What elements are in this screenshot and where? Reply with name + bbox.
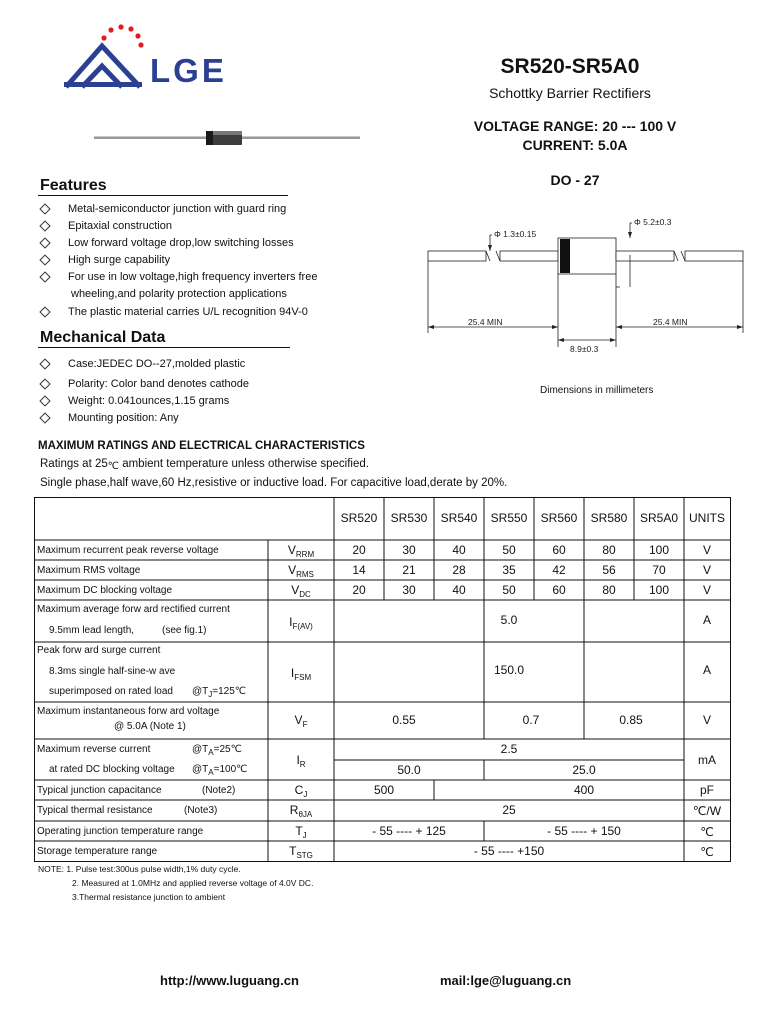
row-label: Operating junction temperature range (37, 826, 204, 837)
unit-cell: ℃ (700, 825, 714, 839)
characteristics-table (34, 497, 731, 862)
table-cell: 25 (502, 803, 516, 817)
table-cell: 400 (573, 783, 595, 797)
row-label: Maximum RMS voltage (37, 565, 141, 576)
table-cell: 150.0 (493, 663, 525, 677)
mechanical-heading: Mechanical Data (40, 329, 166, 346)
row-label: superimposed on rated load (49, 686, 173, 697)
table-cell: 20 (352, 583, 366, 597)
product-subtitle: Schottky Barrier Rectifiers (489, 85, 651, 101)
unit-cell: mA (698, 753, 716, 767)
footer-email-link[interactable]: mail:lge@luguang.cn (440, 973, 572, 988)
list-item: Polarity: Color band denotes cathode (38, 376, 368, 393)
row-symbol: $I_{FSM}$ (290, 666, 312, 682)
row-symbol: $C_J$ (294, 783, 308, 799)
row-symbol: $V_F$ (294, 713, 308, 729)
note-line: 2. Measured at 1.0MHz and applied reverse voltage of 4.0V DC. (72, 878, 314, 888)
diamond-bullet-icon (39, 220, 50, 231)
table-cell: 100 (648, 543, 670, 557)
table-cell: - 55 ---- + 125 (372, 824, 446, 838)
features-list (38, 201, 368, 321)
table-cell: - 55 ---- +150 (473, 844, 545, 858)
unit-cell: A (702, 613, 712, 627)
list-item: The plastic material carries U/L recognition 94V-0 (38, 304, 368, 321)
column-header: SR530 (390, 511, 428, 525)
row-label: Maximum DC blocking voltage (37, 585, 173, 596)
part-number-title: SR520-SR5A0 (500, 55, 640, 78)
table-cell: 5.0 (500, 613, 518, 627)
row-condition: $@T_A=25℃$ (192, 744, 242, 757)
row-label: Maximum average forw ard rectified current (37, 604, 230, 615)
list-item: For use in low voltage,high frequency inverters free (38, 269, 368, 286)
brand-name: LGE (150, 52, 227, 89)
table-cell: 56 (602, 563, 616, 577)
row-symbol: $T_{STG}$ (289, 844, 313, 860)
diamond-bullet-icon (39, 378, 50, 389)
table-cell: 30 (402, 583, 416, 597)
note-line: NOTE: 1. Pulse test:300us pulse width,1% duty cycle. (38, 864, 241, 874)
footer-website-link[interactable]: http://www.luguang.cn (160, 973, 299, 988)
row-label: at rated DC blocking voltage (49, 764, 175, 775)
row-label: 9.5mm lead length, (49, 625, 135, 636)
unit-cell: V (702, 713, 712, 727)
row-symbol: $R_{\theta JA}$ (289, 803, 313, 819)
left-lead-length-label: 25.4 MIN (468, 317, 503, 327)
table-cell: 25.0 (572, 763, 596, 777)
table-cell: 60 (552, 583, 566, 597)
list-item: Metal-semiconductor junction with guard ring (38, 201, 368, 218)
row-symbol: $V_{RMS}$ (288, 563, 314, 579)
column-header: SR540 (440, 511, 478, 525)
table-cell: 2.5 (500, 742, 518, 756)
table-cell: 20 (352, 543, 366, 557)
list-item: Case:JEDEC DO--27,molded plastic (38, 356, 368, 373)
table-cell: 80 (602, 583, 616, 597)
table-cell: 14 (352, 563, 366, 577)
diamond-bullet-icon (39, 254, 50, 265)
features-heading: Features (40, 177, 107, 194)
row-symbol: $I_R$ (296, 753, 306, 769)
note-line: 3.Thermal resistance junction to ambient (72, 892, 226, 902)
row-label: Typical thermal resistance (37, 805, 153, 816)
column-header: SR5A0 (639, 511, 679, 525)
row-label: 8.3ms single half-sine-w ave (49, 666, 176, 677)
table-cell: 0.55 (392, 713, 416, 727)
unit-cell: pF (699, 783, 715, 797)
dimension-drawing (420, 205, 750, 355)
diamond-bullet-icon (39, 237, 50, 248)
features-underline (38, 195, 288, 196)
table-cell: 0.85 (619, 713, 643, 727)
table-cell: 70 (652, 563, 666, 577)
diamond-bullet-icon (39, 203, 50, 214)
unit-cell: A (702, 663, 712, 677)
table-cell: 42 (552, 563, 566, 577)
table-cell: 30 (402, 543, 416, 557)
list-item: Weight: 0.041ounces,1.15 grams (38, 393, 368, 410)
row-condition: $@T_A=100℃$ (192, 764, 248, 777)
table-cell: 28 (452, 563, 466, 577)
current-rating: CURRENT: 5.0A (522, 137, 628, 153)
list-item: Epitaxial construction (38, 218, 368, 235)
voltage-range: VOLTAGE RANGE: 20 --- 100 V (473, 118, 677, 134)
unit-cell: V (702, 563, 712, 577)
list-item: wheeling,and polarity protection applications (71, 288, 287, 300)
table-cell: 500 (373, 783, 395, 797)
diamond-bullet-icon (39, 271, 50, 282)
table-cell: 0.7 (522, 713, 540, 727)
diode-component-icon (94, 128, 360, 148)
column-header-units: UNITS (689, 511, 725, 525)
unit-cell: ℃ (700, 845, 714, 859)
table-cell: 40 (452, 543, 466, 557)
notes (38, 862, 313, 904)
list-item: Mounting position: Any (38, 410, 368, 427)
row-symbol: $I_{F(AV)}$ (289, 615, 313, 631)
table-cell: 35 (502, 563, 516, 577)
table-cell: 100 (648, 583, 670, 597)
row-label: (Note2) (202, 785, 236, 796)
right-lead-length-label: 25.4 MIN (653, 317, 688, 327)
row-symbol: $V_{DC}$ (291, 583, 311, 599)
table-cell: 50 (502, 543, 516, 557)
ratings-load-note: Single phase,half wave,60 Hz,resistive or inductive load. For capacitive load,derate by 20%. (40, 477, 508, 489)
package-type: DO - 27 (550, 172, 600, 188)
diamond-bullet-icon (39, 358, 50, 369)
row-label: (Note3) (184, 805, 218, 816)
row-label: Peak forw ard surge current (37, 645, 161, 656)
unit-cell: ℃/W (692, 804, 722, 818)
row-condition: $@T_J=125℃$ (192, 686, 247, 699)
row-label: @ 5.0A (Note 1) (114, 721, 186, 732)
table-cell: 60 (552, 543, 566, 557)
lead-diameter-label: Φ 1.3±0.15 (494, 229, 537, 239)
unit-cell: V (702, 543, 712, 557)
row-label: Typical junction capacitance (37, 785, 162, 796)
row-label: Maximum reverse current (37, 744, 151, 755)
list-item: High surge capability (38, 252, 368, 269)
table-cell: 40 (452, 583, 466, 597)
row-symbol: $V_{RRM}$ (287, 543, 315, 559)
row-symbol: $T_J$ (295, 824, 307, 840)
row-label: Storage temperature range (37, 846, 158, 857)
column-header: SR580 (590, 511, 628, 525)
row-label: Maximum recurrent peak reverse voltage (37, 545, 219, 556)
diamond-bullet-icon (39, 412, 50, 423)
dimension-caption: Dimensions in millimeters (540, 385, 654, 396)
table-cell: 50.0 (397, 763, 421, 777)
column-header: SR550 (490, 511, 528, 525)
column-header: SR520 (340, 511, 378, 525)
mechanical-list (38, 356, 368, 427)
table-cell: - 55 ---- + 150 (547, 824, 621, 838)
mechanical-underline (38, 347, 290, 348)
diamond-bullet-icon (39, 306, 50, 317)
body-diameter-label: Φ 5.2±0.3 (634, 217, 672, 227)
table-cell: 80 (602, 543, 616, 557)
table-cell: 21 (402, 563, 416, 577)
ratings-conditions: Ratings at 25℃ ambient temperature unless otherwise specified. (40, 458, 369, 472)
diamond-bullet-icon (39, 395, 50, 406)
row-label: (see fig.1) (162, 625, 207, 636)
table-cell: 50 (502, 583, 516, 597)
ratings-heading: MAXIMUM RATINGS AND ELECTRICAL CHARACTERISTICS (38, 440, 365, 452)
body-length-label: 8.9±0.3 (570, 344, 599, 354)
row-label: Maximum instantaneous forw ard voltage (37, 706, 220, 717)
column-header: SR560 (540, 511, 578, 525)
list-item: Low forward voltage drop,low switching losses (38, 235, 368, 252)
unit-cell: V (702, 583, 712, 597)
